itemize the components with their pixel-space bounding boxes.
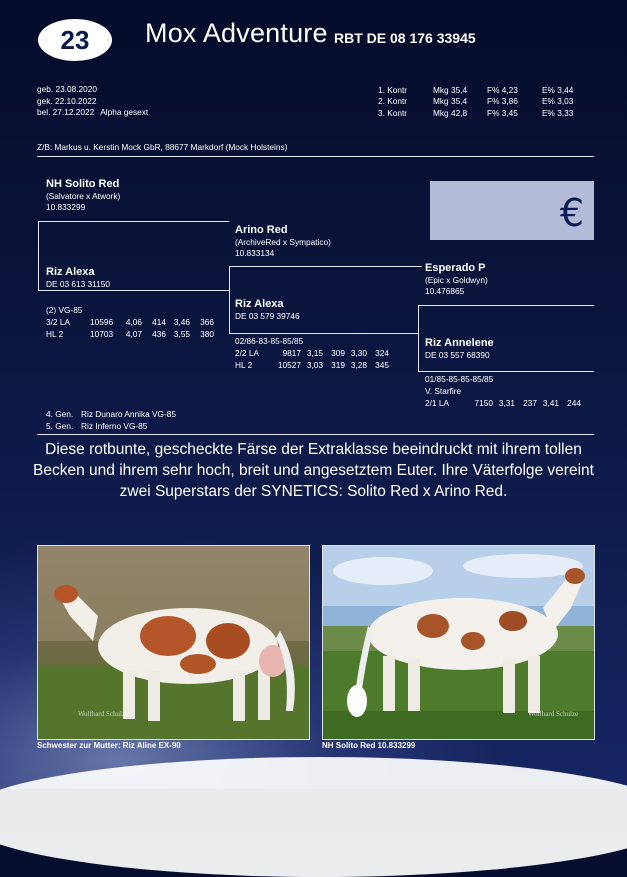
lactation-row: HL 2 10703 4,07 436 3,55 380 <box>46 328 214 339</box>
divider <box>37 434 594 435</box>
dam-block <box>46 267 110 290</box>
watermark: Wolfhard Schulze <box>78 710 129 718</box>
insemination-note: Alpha gesext <box>100 107 149 117</box>
pedigree-line <box>418 371 594 372</box>
euro-icon: € <box>559 191 584 235</box>
divider <box>37 156 594 157</box>
birth-date: geb. 23.08.2020 <box>37 84 97 94</box>
pedigree-line <box>38 290 229 291</box>
decorative-swoosh <box>0 757 627 877</box>
generation-4: 4. Gen. Riz Dunaro Annika VG-85 <box>46 409 177 419</box>
birth-info <box>37 84 148 119</box>
photo-caption-2: NH Solito Red 10.833299 <box>322 741 416 750</box>
insemination-line <box>37 107 148 119</box>
dam-performance <box>46 305 214 340</box>
pedigree-line <box>229 333 419 334</box>
control-row: 3. Kontr Mkg 42,8 F% 3,45 E% 3,33 <box>378 107 574 118</box>
milk-controls-table <box>378 84 573 119</box>
mgs-name: Arino Red <box>235 224 288 236</box>
granddam-name: Riz Alexa <box>235 298 284 310</box>
lactation-row: HL 2 10527 3,03 319 3,28 345 <box>235 359 389 370</box>
pedigree-line <box>229 266 230 333</box>
mgs-id: 10.833134 <box>235 248 275 258</box>
great-granddam-classification: 01/85-85-85-85/85 <box>425 374 494 384</box>
mgs-parents: (ArchiveRed x Sympatico) <box>235 236 331 247</box>
dam-classification: (2) VG-85 <box>46 305 83 315</box>
pedigree-line <box>229 266 422 267</box>
photo-caption-1: Schwester zur Mutter: Riz Aline EX-90 <box>37 741 181 750</box>
calving-date: gek. 22.10.2022 <box>37 95 97 106</box>
sire-parents: (Salvatore x Atwork) <box>46 190 121 201</box>
pedigree-line <box>418 305 594 306</box>
great-granddam-sire: V. Starfire <box>425 385 462 396</box>
breeder-line: Z/B: Markus u. Kerstin Mock GbR, 88677 Markdorf (Mock Holsteins) <box>37 142 288 152</box>
lot-number-badge: 23 <box>38 19 112 61</box>
granddam-block <box>235 299 300 322</box>
pedigree-line <box>418 305 419 371</box>
great-granddam-performance <box>425 374 581 409</box>
mggs-parents: (Epic x Goldwyn) <box>425 274 488 285</box>
granddam-performance <box>235 336 389 371</box>
sire-id: 10.833299 <box>46 202 86 212</box>
cow-photo-2 <box>323 546 594 739</box>
description-text: Diese rotbunte, gescheckte Färse der Extraklasse beeindruckt mit ihrem tollen Becken und ihrem sehr hoch, breit und angesetztem Euter. Ihre Väterfolge vereint zwei Superstars der SYNETICS: Solito Red x Arino Red. <box>33 441 594 500</box>
pedigree-line <box>38 221 229 222</box>
sire-name: NH Solito Red <box>46 178 120 190</box>
cow-photo-1 <box>38 546 309 739</box>
registration-number: RBT DE 08 176 33945 <box>334 30 476 46</box>
great-granddam-lactation-table <box>425 397 581 409</box>
granddam-lactation-table <box>235 348 389 371</box>
dam-lactation-table <box>46 317 214 340</box>
mgs-block <box>235 225 331 260</box>
photo-sire <box>322 545 595 740</box>
lactation-row: 2/1 LA 7150 3,31 237 3,41 244 <box>425 397 581 408</box>
dam-name: Riz Alexa <box>46 266 95 278</box>
price-box <box>430 181 594 240</box>
granddam-id: DE 03 579 39746 <box>235 310 300 321</box>
watermark: Wolfhard Schulze <box>528 710 579 718</box>
photo-sister-of-dam <box>37 545 310 740</box>
great-granddam-id: DE 03 557 68390 <box>425 349 490 360</box>
control-row: 1. Kontr Mkg 35,4 F% 4,23 E% 3,44 <box>378 84 574 95</box>
granddam-classification: 02/86-83-85-85/85 <box>235 336 304 346</box>
sire-block <box>46 179 120 214</box>
great-granddam-block <box>425 338 494 361</box>
lactation-row: 3/2 LA 10596 4,06 414 3,46 366 <box>46 317 214 328</box>
mggs-id: 10.476865 <box>425 286 465 296</box>
pedigree-line <box>38 221 39 290</box>
great-granddam-name: Riz Annelene <box>425 337 494 349</box>
mggs-name: Esperado P <box>425 262 486 274</box>
animal-name: Mox Adventure <box>145 18 328 48</box>
further-generations <box>46 409 176 432</box>
control-row: 2. Kontr Mkg 35,4 F% 3,86 E% 3,03 <box>378 96 574 107</box>
insemination-date: bel. 27.12.2022 <box>37 107 95 117</box>
mggs-block <box>425 263 488 298</box>
dam-id: DE 03 613 31150 <box>46 278 110 289</box>
lactation-row: 2/2 LA 9817 3,15 309 3,30 324 <box>235 348 389 359</box>
generation-5: 5. Gen. Riz Inferno VG-85 <box>46 420 148 431</box>
